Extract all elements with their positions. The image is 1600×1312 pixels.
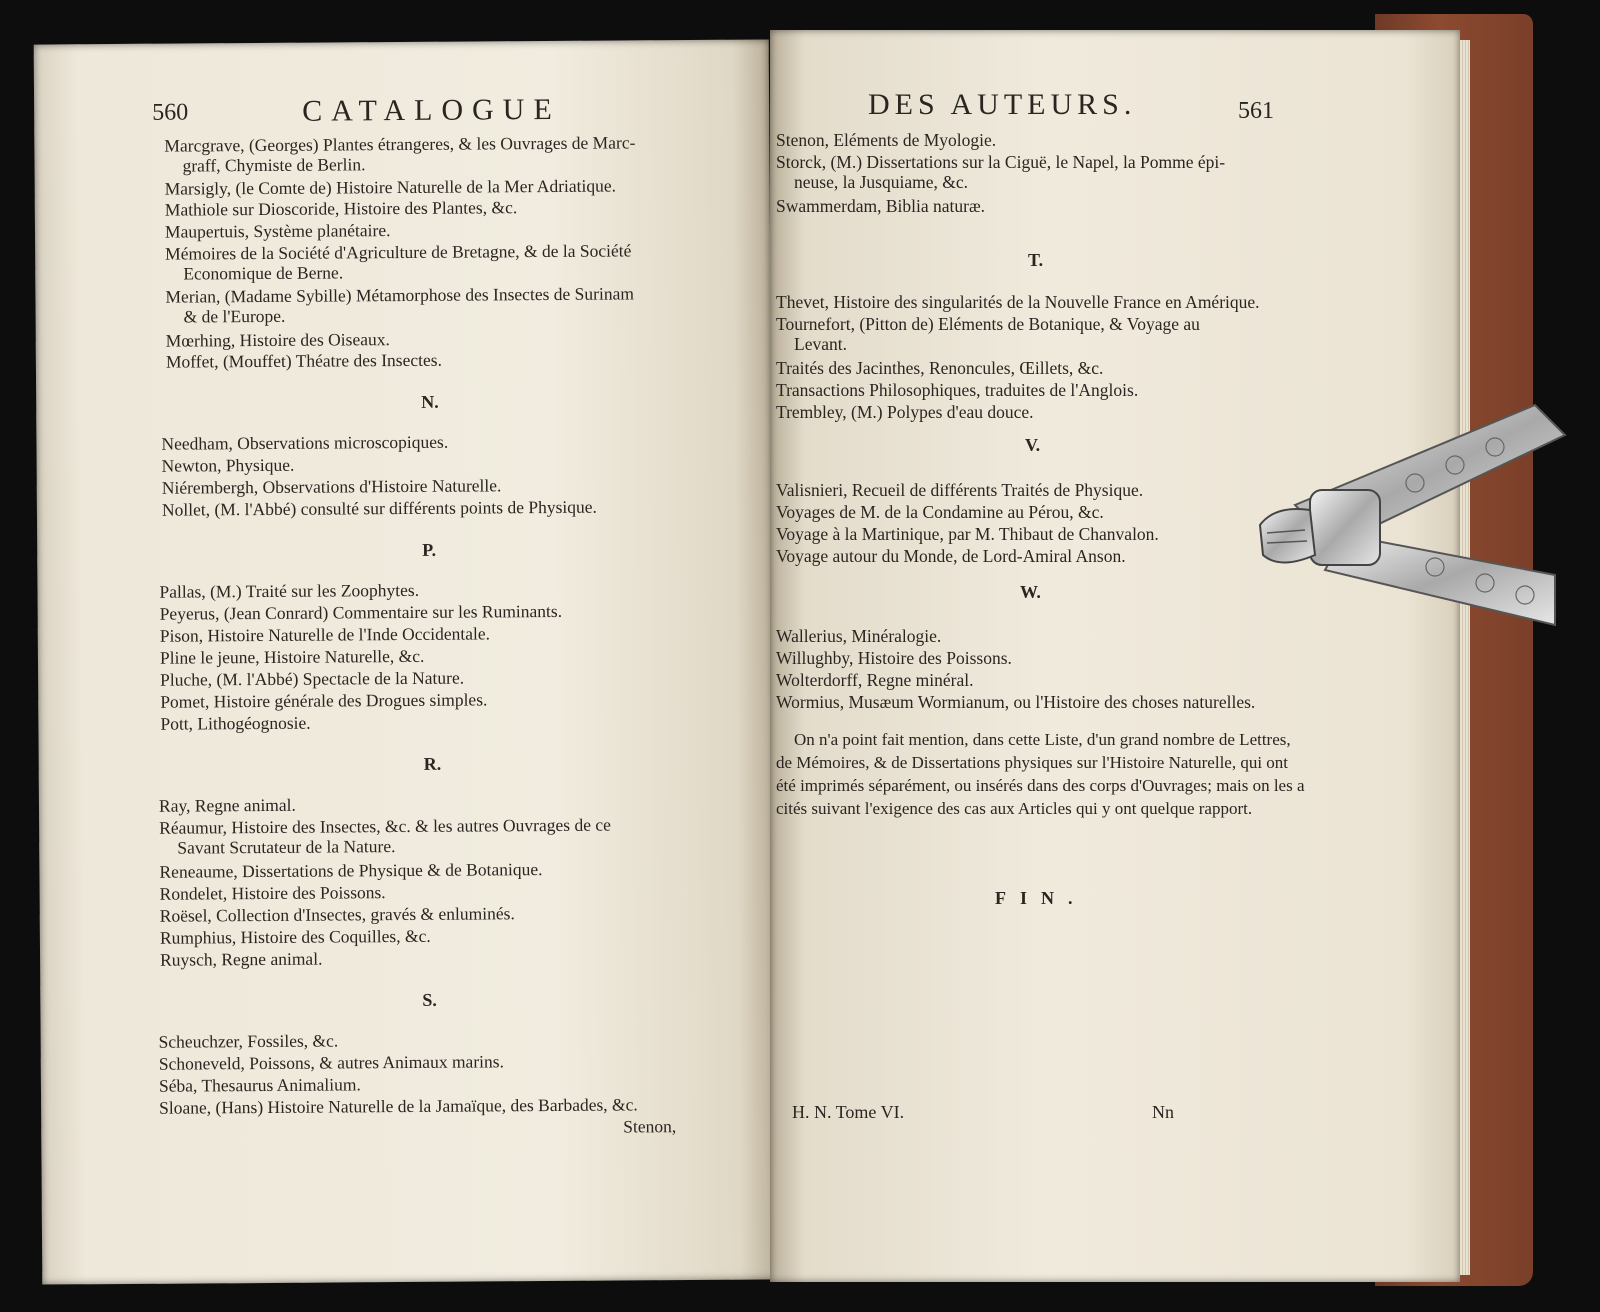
fin-mark: FIN.: [995, 888, 1087, 908]
entry-rondelet: Rondelet, Histoire des Poissons.: [159, 882, 386, 904]
page-number-left: 560: [152, 99, 189, 126]
entry-marsigly: Marsigly, (le Comte de) Histoire Naturelle de la Mer Adriatique.: [164, 175, 617, 199]
entry-pline: Pline le jeune, Histoire Naturelle, &c.: [159, 645, 425, 668]
entry-thevet: Thevet, Histoire des singularités de la Nouvelle France en Amérique.: [776, 292, 1260, 312]
section-letter-t: T.: [1028, 250, 1044, 270]
section-letter-s: S.: [422, 989, 437, 1010]
entry-transactions: Transactions Philosophiques, traduites de l'Anglois.: [776, 380, 1139, 400]
entry-moerhing: Mœrhing, Histoire des Oiseaux.: [165, 329, 390, 351]
entry-reaumur: Réaumur, Histoire des Insectes, &c. & les autres Ouvrages de ce Savant Scrutateur de la Nature.: [159, 814, 611, 858]
entry-reneaume: Reneaume, Dissertations de Physique & de Botanique.: [159, 859, 543, 882]
section-letter-n: N.: [421, 391, 439, 412]
entry-merian: Merian, (Madame Sybille) Métamorphose des Insectes de Surinam & de l'Europe.: [165, 283, 634, 327]
entry-ruysch: Ruysch, Regne animal.: [160, 948, 323, 970]
entry-valisnieri: Valisnieri, Recueil de différents Traités de Physique.: [776, 480, 1144, 500]
closing-note: On n'a point fait mention, dans cette Liste, d'un grand nombre de Lettres, de Mémoires, & de Dissertations physiques sur l'Histoire Naturelle, qui ont été imprimés séparément, ou insérés dans des corps d'Ouvrages; mais on les a cités suivant l'exigence des cas aux Articles qui y ont quelque rapport.: [776, 730, 1305, 818]
entry-memoires: Mémoires de la Société d'Agriculture de Bretagne, & de la Société Economique de Berne.: [165, 240, 632, 284]
left-page: [34, 39, 778, 1284]
entry-trembley: Trembley, (M.) Polypes d'eau douce.: [776, 402, 1034, 422]
section-letter-p: P.: [422, 539, 437, 560]
entry-wolterdorff: Wolterdorff, Regne minéral.: [776, 670, 974, 690]
page-number-right: 561: [1238, 98, 1274, 124]
entry-peyerus: Peyerus, (Jean Conrard) Commentaire sur les Ruminants.: [159, 600, 563, 624]
entry-roesel: Roësel, Collection d'Insectes, gravés & enluminés.: [159, 903, 515, 926]
entry-martinique: Voyage à la Martinique, par M. Thibaut de Chanvalon.: [776, 524, 1159, 544]
entry-tournefort: Tournefort, (Pitton de) Eléments de Botanique, & Voyage au Levant.: [776, 314, 1200, 354]
running-head-right: DES AUTEURS.: [868, 88, 1137, 121]
signature-mark: H. N. Tome VI.: [792, 1102, 905, 1122]
entry-willughby: Willughby, Histoire des Poissons.: [776, 648, 1012, 668]
entry-anson: Voyage autour du Monde, de Lord-Amiral Anson.: [776, 546, 1126, 566]
entry-storck: Storck, (M.) Dissertations sur la Ciguë, le Napel, la Pomme épi- neuse, la Jusquiame, &c.: [776, 152, 1226, 192]
entry-seba: Séba, Thesaurus Animalium.: [158, 1074, 361, 1096]
entry-maupertuis: Maupertuis, Système planétaire.: [164, 220, 391, 242]
entry-scheuchzer: Scheuchzer, Fossiles, &c.: [158, 1030, 339, 1052]
entry-needham: Needham, Observations microscopiques.: [161, 431, 449, 454]
entry-wormius: Wormius, Musæum Wormianum, ou l'Histoire des choses naturelles.: [776, 692, 1256, 712]
gathering-mark: Nn: [1152, 1102, 1174, 1122]
entry-schoneveld: Schoneveld, Poissons, & autres Animaux marins.: [158, 1051, 504, 1074]
section-letter-r: R.: [423, 753, 442, 774]
section-letter-w: W.: [1020, 582, 1041, 602]
running-head-left: CATALOGUE: [302, 92, 561, 128]
entry-rumphius: Rumphius, Histoire des Coquilles, &c.: [159, 925, 431, 948]
entry-ray: Ray, Regne animal.: [158, 794, 296, 816]
entry-stenon: Stenon, Eléments de Myologie.: [776, 130, 997, 150]
entry-pott: Pott, Lithogéognosie.: [160, 712, 311, 734]
page-clip-icon[interactable]: [1255, 395, 1595, 645]
entry-condamine: Voyages de M. de la Condamine au Pérou, &c.: [776, 502, 1104, 522]
entry-traites: Traités des Jacinthes, Renoncules, Œillets, &c.: [776, 358, 1104, 378]
entry-mathiole: Mathiole sur Dioscoride, Histoire des Plantes, &c.: [164, 197, 518, 220]
entry-sloane: Sloane, (Hans) Histoire Naturelle de la Jamaïque, des Barbades, &c.: [159, 1094, 638, 1118]
entry-newton: Newton, Physique.: [161, 454, 295, 476]
right-page: [770, 30, 1460, 1282]
entry-moffet: Moffet, (Mouffet) Théatre des Insectes.: [165, 349, 442, 372]
catchword: Stenon,: [623, 1116, 677, 1137]
entry-pomet: Pomet, Histoire générale des Drogues simples.: [160, 689, 488, 712]
entry-nierembergh: Niérembergh, Observations d'Histoire Naturelle.: [161, 475, 502, 498]
entry-nollet: Nollet, (M. l'Abbé) consulté sur différents points de Physique.: [161, 496, 597, 520]
section-letter-v: V.: [1025, 435, 1041, 455]
entry-swammerdam: Swammerdam, Biblia naturæ.: [776, 196, 985, 216]
entry-marcgrave: Marcgrave, (Georges) Plantes étrangeres, & les Ouvrages de Marc- graff, Chymiste de Berlin.: [164, 132, 636, 176]
entry-pallas: Pallas, (M.) Traité sur les Zoophytes.: [159, 579, 420, 602]
entry-wallerius: Wallerius, Minéralogie.: [776, 626, 942, 646]
entry-pison: Pison, Histoire Naturelle de l'Inde Occidentale.: [159, 623, 491, 646]
entry-pluche: Pluche, (M. l'Abbé) Spectacle de la Nature.: [160, 667, 465, 690]
